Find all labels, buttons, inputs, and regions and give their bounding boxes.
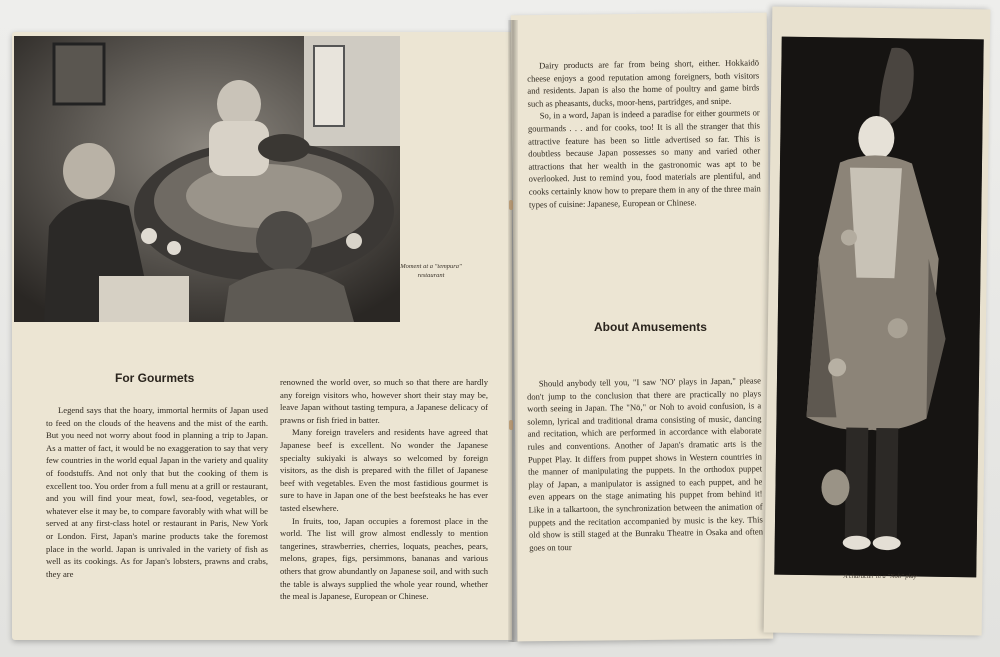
tempura-restaurant-photo <box>14 36 400 322</box>
gourmets-paragraph: Many foreign travelers and residents have agreed that Japanese beef is excellent. No wonder the Japanese specialty sukiyaki is always so welcomed by foreign visitors, as the dish is prepared with the fillet of Japanese beef with vegetables. Even the most fastidious gourmet is sure to have in Japan one of the best beefsteaks he has ever tasted elsewhere. <box>280 427 488 513</box>
tempura-photo-illustration <box>14 36 400 322</box>
amusements-heading: About Amusements <box>594 320 707 334</box>
noh-photo-illustration <box>774 37 983 578</box>
amusements-paragraph: Should anybody tell you, "I saw 'NO' plays in Japan," please don't jump to the conclusion that there are practically no plays worth seeing in Japan. The "Nō," or Noh to avoid confusion, is a solemn, lyrical and traditional drama consisting of music, dancing and recitation, which are performed in accordance with elaborate rules and conventions. Another of Japan's dramatic arts is the Puppet Play. It differs from puppet shows in Western countries in the manner of manipulating the puppets. In the orthodox puppet play of Japan, a manipulator is assigned to each puppet, and he even appears on the stage animating his puppet from behind it! Like in a talkartoon, the synchronization between the animation of puppets and the recitation accompanied by music is the key. This old show is still staged at the Bunraku Theatre in Osaka and often goes on tour <box>526 375 764 553</box>
amusements-text <box>527 374 763 554</box>
gourmets-paragraph: Legend says that the hoary, immortal hermits of Japan used to feed on the clouds of the heavens and the mist of the earth. But you need not worry about food in planning a trip to Japan. As a matter of fact, it would be no exaggeration to say that very few countries in the world equal Japan in the variety and quality of foodstuffs. And not only that but the cooking of them is excellent too. You order from a full menu at a grill or restaurant, and you will find your meat, fowl, sea-food, vegetables, or whatever else it may be, to compare favorably with what will be served at any first-class hotel or restaurant in Paris, New York or London. First, Japan's marine products take the foremost place in the world. Japan is unrivaled in the variety of fish as well as its cookings. As for Japan's lobsters, prawns and crabs, they are <box>46 405 268 579</box>
noh-character-photo <box>774 37 983 578</box>
tempura-photo-caption: Moment at a "tempura" restaurant <box>400 263 462 279</box>
paradise-paragraph: So, in a word, Japan is indeed a paradise for either gourmets or gourmands . . . and for cooks, too! It is all the stranger that this attractive feature has been so little advertised so far. This is doubtless because Japan possesses so many and varied other attractions that her wealth in the gastronomic was apt to be overlooked. Just to remind you, food materials are plentiful, and cooks certainly know how to prepare them in any of the three main types of cuisine: Japanese, European or Chinese. <box>527 107 761 210</box>
gourmets-column-2 <box>280 376 488 603</box>
right-page-top-text <box>527 56 761 210</box>
dairy-paragraph: Dairy products are far from being short, either. Hokkaidō cheese enjoys a good reputation among foreigners, both visitors and residents. Japan is also the home of poultry and game birds such as pheasants, ducks, moor-hens, partridges, and snipe. <box>527 57 760 109</box>
gourmets-column-1 <box>46 404 268 580</box>
gourmets-heading: For Gourmets <box>115 371 195 385</box>
binding-staple-top <box>509 200 513 210</box>
binding-staple-bottom <box>509 420 513 430</box>
center-fold <box>508 20 518 642</box>
noh-photo-caption: A character in a "Noh" play <box>843 573 917 580</box>
gourmets-paragraph: In fruits, too, Japan occupies a foremost place in the world. The list will grow almost endlessly to mention tangerines, strawberries, cherries, loquats, peaches, pears, melons, grapes, figs, persimmons, bananas and various others that grow abundantly on Japanese soil, and with such the table is always supplied the whole year round, whether the meal is Japanese, European or Chinese. <box>280 515 488 602</box>
gourmets-paragraph: renowned the world over, so much so that there are hardly any foreign visitors who, however short their stay may be, leave Japan without tasting tempura, a Japanese delicacy of prawns or fish fried in batter. <box>280 377 488 425</box>
